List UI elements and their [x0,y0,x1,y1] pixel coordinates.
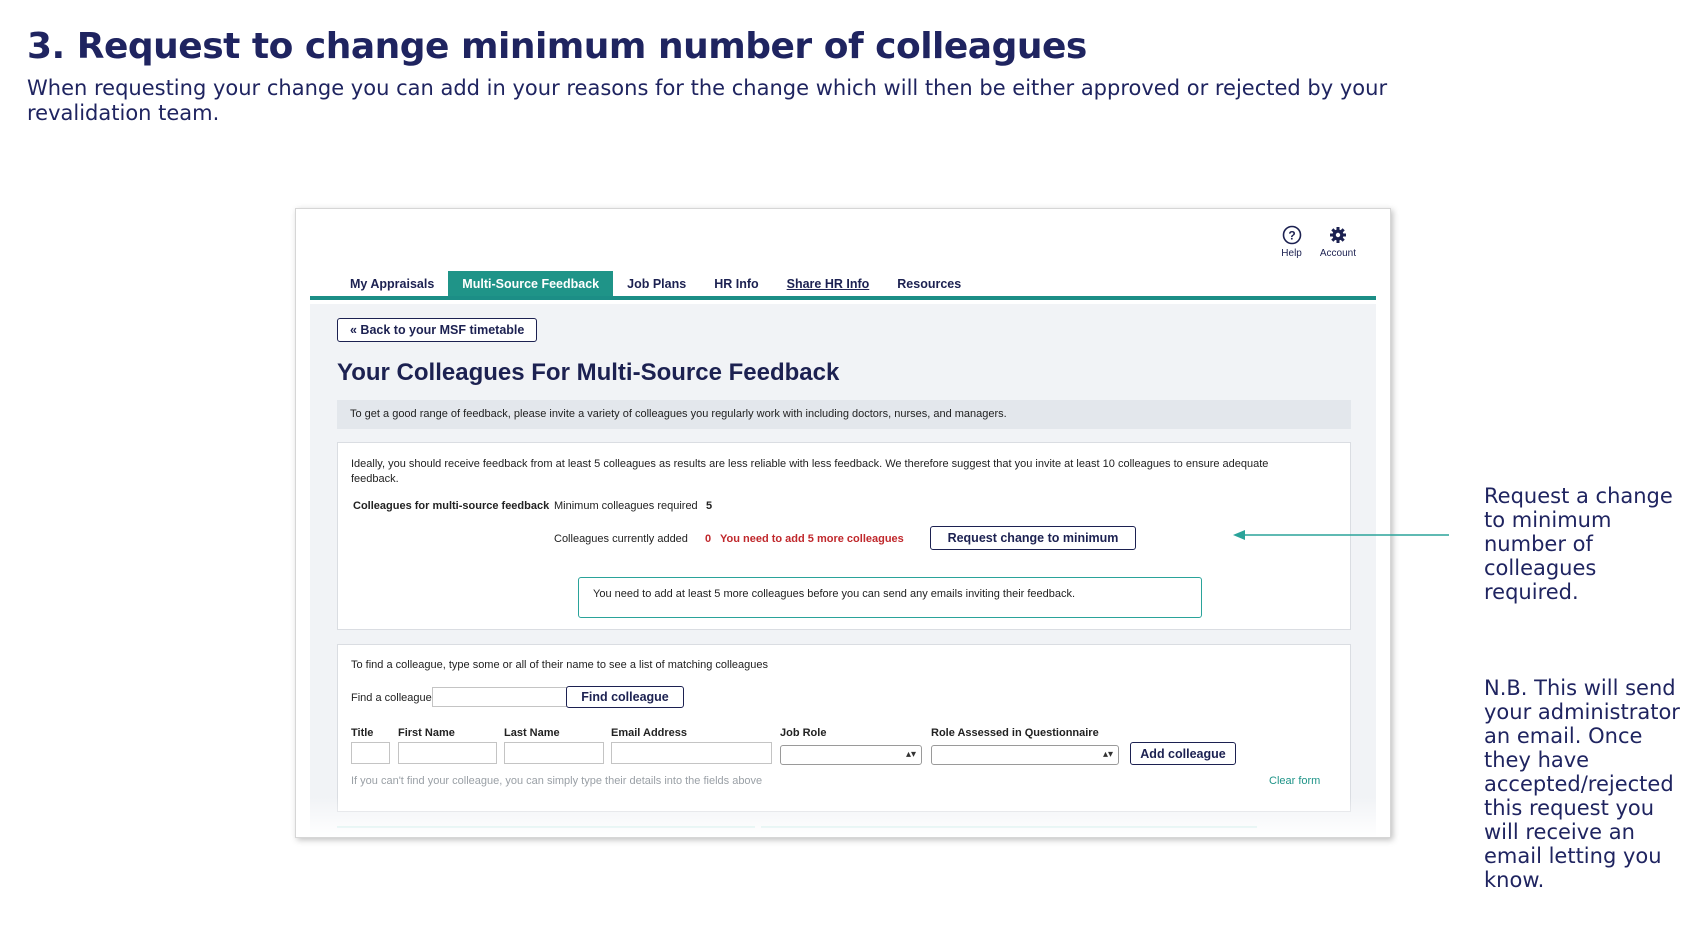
last-name-field[interactable] [504,742,604,764]
gear-icon [1328,225,1348,245]
col-email: Email Address [611,727,688,739]
min-colleagues-value: 5 [706,500,713,512]
first-name-field[interactable] [398,742,497,764]
slide-heading: 3. Request to change minimum number of colleagues [27,26,1087,67]
add-colleague-panel [337,644,1351,812]
side-note-main: Request a change to minimum number of colleagues required. [1484,484,1673,604]
add-colleagues-notice: You need to add at least 5 more colleagues before you can send any emails inviting their feedback. [578,577,1202,618]
account-label: Account [1319,248,1356,259]
slide-intro: When requesting your change you can add in your reasons for the change which will then be either approved or rejected by your revalidation team. [27,76,1388,125]
help-link[interactable] [1281,225,1302,259]
page-title: Your Colleagues For Multi-Source Feedback [337,359,840,386]
help-label: Help [1281,248,1302,259]
col-first-name: First Name [398,727,455,739]
side-annotation [1484,460,1694,916]
tab-label: Resources [897,276,962,291]
tab-label: Job Plans [627,276,687,291]
side-note-nb: N.B. This will send your administrator an email. Once they have accepted/rejected this request you will receive an email letting you know. [1484,676,1680,892]
help-icon [1282,225,1302,245]
tab-label: HR Info [714,276,759,291]
job-role-select[interactable]: ▴▾ [780,745,922,765]
col-title: Title [351,727,374,739]
find-colleague-button[interactable]: Find colleague [566,686,684,708]
role-assessed-select[interactable]: ▴▾ [931,745,1119,765]
section-label: Colleagues for multi-source feedback [353,500,550,512]
screenshot-fade [296,797,1390,837]
find-colleague-label: Find a colleague [351,692,432,704]
colleagues-added-warning: You need to add 5 more colleagues [720,533,904,545]
colleagues-added-value: 0 [705,533,712,545]
find-colleague-input[interactable] [432,687,574,707]
col-last-name: Last Name [504,727,560,739]
feedback-advice: Ideally, you should receive feedback from at least 5 colleagues as results are less reliable with less feedback. We therefore suggest that you invite at least 10 colleagues to ensure adequate feedback. [351,458,1269,485]
tab-label: My Appraisals [350,276,435,291]
tab-hr-info[interactable] [700,271,772,296]
tip-banner: To get a good range of feedback, please invite a variety of colleagues you regularly work with including doctors, nurses, and managers. [337,400,1351,429]
email-field[interactable] [611,742,772,764]
manual-entry-hint: If you can't find your colleague, you can simply type their details into the fields above [351,775,763,787]
tab-resources[interactable] [883,271,975,296]
page-content [310,304,1376,837]
tab-multi-source-feedback[interactable] [448,271,613,296]
top-icons [1281,225,1356,259]
col-job-role: Job Role [780,727,827,739]
tab-label: Share HR Info [786,276,870,291]
clear-form-link[interactable]: Clear form [1269,775,1321,787]
tab-label: Multi-Source Feedback [462,276,600,291]
tab-share-hr-info[interactable] [773,271,884,296]
tab-job-plans[interactable] [613,271,700,296]
account-link[interactable] [1320,225,1356,259]
min-colleagues-label: Minimum colleagues required [554,500,698,512]
minimum-colleagues-panel [337,442,1351,630]
add-colleague-button[interactable]: Add colleague [1130,742,1236,765]
title-field[interactable] [351,742,390,764]
app-screenshot [295,208,1391,838]
back-to-msf-timetable-button[interactable]: « Back to your MSF timetable [337,318,537,342]
pointer-arrow [1233,527,1449,543]
main-tabs [310,271,1376,300]
col-role-assessed: Role Assessed in Questionnaire [931,727,1099,739]
colleagues-added-label: Colleagues currently added [554,533,688,545]
tab-my-appraisals[interactable] [336,271,448,296]
request-change-to-minimum-button[interactable]: Request change to minimum [930,526,1136,550]
find-instructions: To find a colleague, type some or all of their name to see a list of matching colleagues [351,659,769,671]
svg-text:?: ? [1287,228,1296,243]
